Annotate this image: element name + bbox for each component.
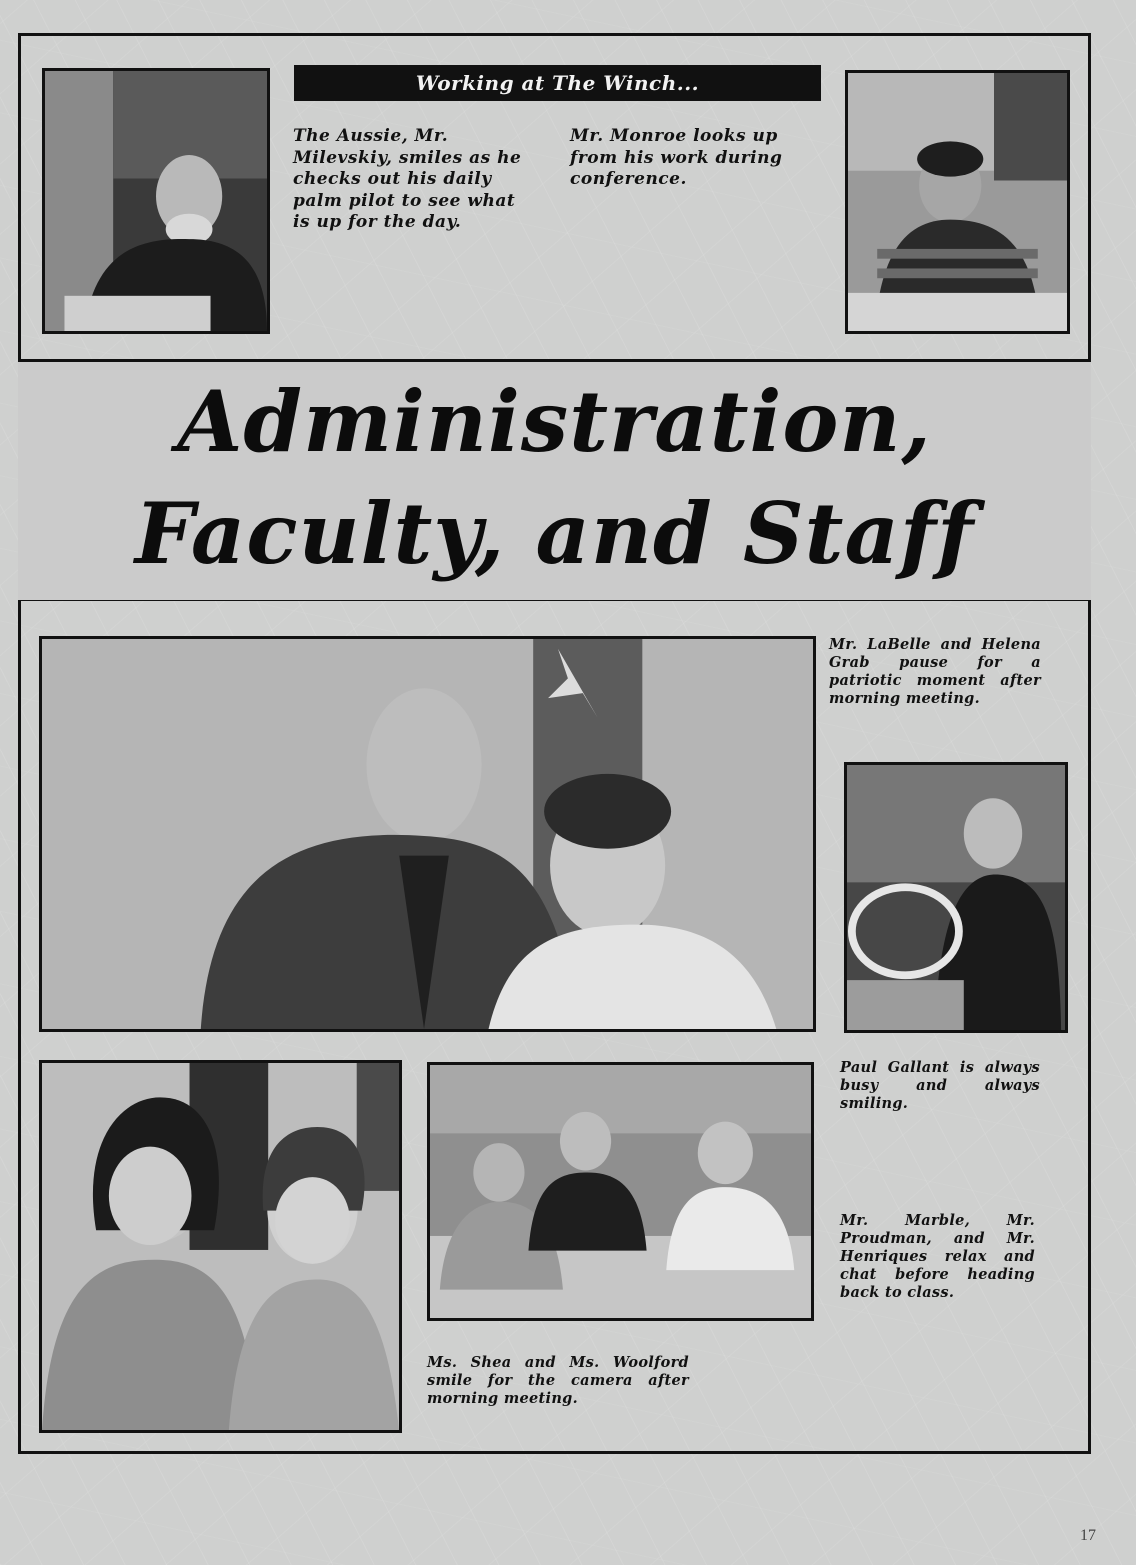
photo-shea-woolford (39, 1060, 402, 1433)
caption-marble: Mr. Marble, Mr. Proudman, and Mr. Henriques relax and chat before heading back to class. (840, 1212, 1035, 1301)
page-title-line1: Administration, (177, 372, 932, 471)
photo-milevskiy (42, 68, 270, 334)
page-number: 17 (1080, 1527, 1096, 1544)
caption-monroe: Mr. Monroe looks up from his work during conference. (570, 126, 783, 189)
caption-shea: Ms. Shea and Ms. Woolford smile for the camera after morning meeting. (427, 1354, 689, 1407)
caption-gallant: Paul Gallant is always busy and always smiling. (840, 1059, 1040, 1112)
title-box (18, 362, 1091, 600)
page-title-line2: Faculty, and Staff (134, 484, 975, 583)
caption-labelle: Mr. LaBelle and Helena Grab pause for a patriotic moment after morning meeting. (829, 636, 1041, 707)
caption-milevskiy: The Aussie, Mr. Milevskiy, smiles as he checks out his daily palm pilot to see what is up for the day. (293, 126, 522, 232)
photo-gallant (844, 762, 1068, 1033)
photo-labelle-grab (39, 636, 816, 1032)
working-banner: Working at The Winch... (294, 65, 821, 101)
photo-marble-proudman-henriques (427, 1062, 814, 1321)
photo-monroe (845, 70, 1070, 334)
